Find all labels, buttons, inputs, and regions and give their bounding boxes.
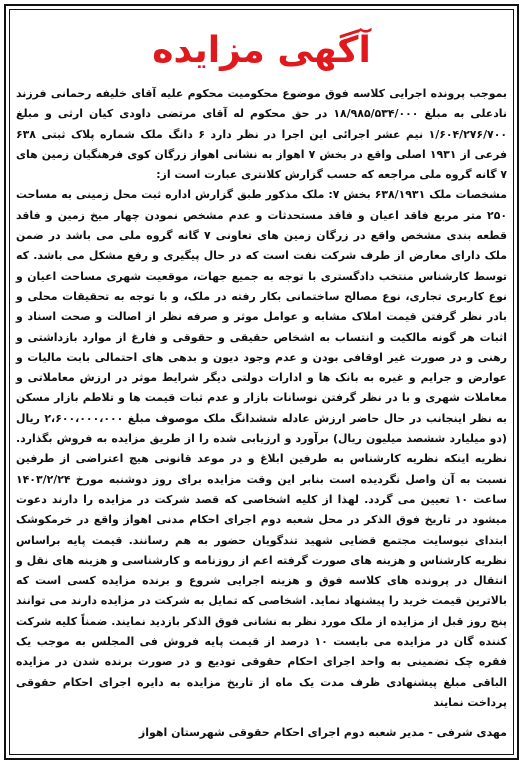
notice-signature: مهدی شرفی - مدیر شعبه دوم اجرای احکام حقوقی شهرستان اهواز xyxy=(138,726,507,740)
notice-paragraph-intro: بموجب پرونده اجرایی کلاسه فوق موضوع محکومیت محکوم علیه آقای خلیفه رحمانی فرزند نادعلی به مبلغ ۱۸/۹۸۵/۵۳۴/۰۰۰ در حق محکوم له آقای مرتضی داودی کیان ارثی و مبلغ ۱/۶۰۴/۲۷۶/۷۰۰ نیم عشر اجرائی این اجرا در نظر دارد ۶ دانگ ملک شماره پلاک ثبتی ۶۳۸ فرعی از ۱۹۳۱ اصلی واقع در بخش ۷ اهواز به نشانی اهواز زرگان کوی فرهنگیان زمین های ۷ گانه گروه ملی مراجعه که حسب گزارش کلانتری عبارت است از: xyxy=(16,87,507,182)
notice-frame xyxy=(4,4,519,760)
notice-body xyxy=(16,84,507,713)
notice-title: آگهی مزایده xyxy=(152,30,371,71)
notice-paragraph-details: مشخصات ملک ۶۳۸/۱۹۳۱ بخش ۷: ملک مذکور طبق گزارش اداره ثبت محل زمینی به مساحت ۲۵۰ متر مربع فاقد اعیان و فاقد مستحدثات و عدم مشخص نمودن چهار میخ زمین و فاقد قطعه بندی مشخص واقع در زرگان زمین های تعاونی ۷ گانه گروه ملی می باشد در ضمن ملک دارای معارض از طرف شرکت نفت است که در حال پیگیری و رفع مشکل می باشد. که توسط کارشناس منتخب دادگستری با توجه به جمیع جهات، موقعیت شهری مساحت اعیان و نوع کاربری تجاری، نوع مصالح ساختمانی بکار رفته در ملک، و با توجه به تحقیقات محلی و بادر نظر گرفتن قیمت املاک مشابه و عوامل موثر و صرفه نظر از اصالت و صحت اسناد و اثبات هر گونه مالکیت و انتساب به اشخاص حقیقی و حقوقی و فارغ از موارد بازداشتی و رهنی و در صورت غیر اوقافی بودن و عدم وجود دیون و بدهی های احتمالی بابت مالیات و عوارض و جرایم و غیره به بانک ها و ادارات دولتی دیگر شرایط موثر در ارزش معاملاتی و معاملات شهری و با در نظر گرفتن نوسانات بازار و عدم ثبات قیمت ها و تلاطم بازار مسکن به نظر اینجانب در حال حاضر ارزش عادله ششدانگ ملک موصوف مبلغ ۲،۶۰۰،۰۰۰،۰۰۰ ریال (دو میلیارد ششصد میلیون ریال) برآورد و ارزیابی شده را از طریق مزایده به فروش بگذارد. نظریه اینکه نظریه کارشناس به طرفین ابلاغ و در موعد قانونی هیچ اعتراضی از طرفین نسبت به آن واصل نگردیده است بنابر این وقت مزایده برای روز دوشنبه مورخ ۱۴۰۳/۲/۲۴ ساعت ۱۰ تعیین می گردد. لهذا از کلیه اشخاصی که قصد شرکت در مزایده را دارند دعوت میشود در تاریخ فوق الذکر در محل شعبه دوم اجرای احکام مدنی اهواز واقع در خرمکوشک ابتدای نیوسایت مجتمع قضایی شهید تندگویان حضور به هم رسانند. قیمت پایه براساس نظریه کارشناس و هزینه های صورت گرفته اعم از روزنامه و کارشناسی و هزینه های نقل و انتقال در پرونده های کلاسه فوق و هزینه اجرایی شروع و برنده مزایده کسی است که بالاترین قیمت خرید را پیشنهاد نماید. اشخاصی که تمایل به شرکت در مزایده دارند می توانند پنج روز قبل از مزایده از ملک مورد نظر به نشانی فوق الذکر بازدید نمایند. ضمناً کلیه شرکت کننده گان در مزایده می بایست ۱۰ درصد از قیمت پایه فروش فی المجلس به موجب یک فقره چک تضمینی به واحد اجرای احکام حقوقی تودیع و در صورت برنده شدن در مزایده الباقی مبلغ پیشنهادی ظرف مدت یک ماه از تاریخ مزایده به دایره اجرای احکام حقوقی پرداخت نمایند xyxy=(16,188,507,709)
